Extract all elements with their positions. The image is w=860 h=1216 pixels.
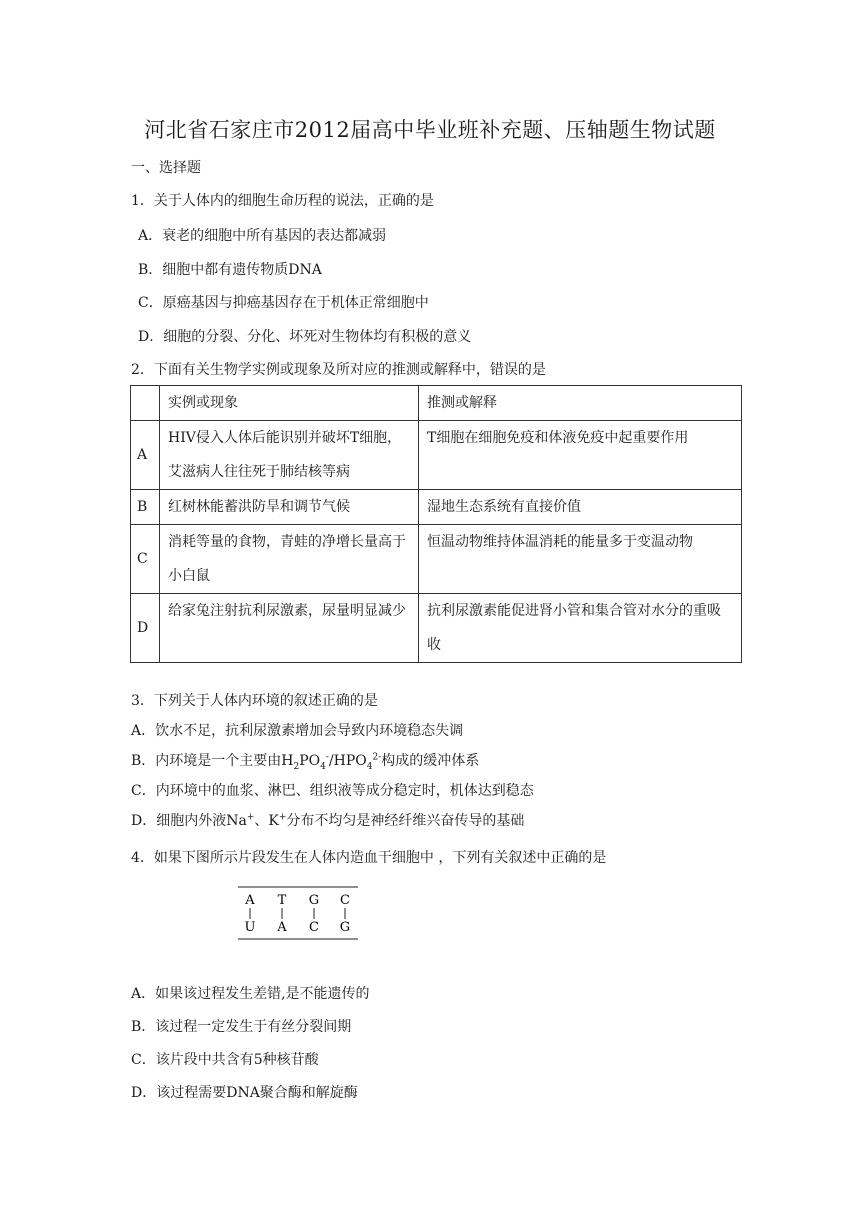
base-top-1: A bbox=[245, 893, 255, 908]
base-top-4: C bbox=[340, 893, 350, 908]
table-row-label: B bbox=[131, 490, 160, 525]
q1-option-d: D．细胞的分裂、分化、坏死对生物体均有积极的意义 bbox=[138, 329, 472, 345]
q2-table bbox=[130, 385, 742, 663]
table-cell-explain: 恒温动物维持体温消耗的能量多于变温动物 bbox=[419, 525, 742, 594]
table-cell-fact: 红树林能蓄洪防旱和调节气候 bbox=[160, 490, 419, 525]
table-cell-explain: 湿地生态系统有直接价值 bbox=[419, 490, 742, 525]
q3-option-d: D．细胞内外液Na+、K+分布不均匀是神经纤维兴奋传导的基础 bbox=[131, 812, 525, 829]
q1-stem: 1．关于人体内的细胞生命历程的说法，正确的是 bbox=[131, 193, 434, 209]
base-bottom-1: U bbox=[244, 920, 256, 935]
q4-option-a: A．如果该过程发生差错,是不能遗传的 bbox=[131, 986, 370, 1002]
base-pair-4 bbox=[340, 893, 350, 935]
table-row bbox=[131, 525, 742, 594]
q1-option-a: A．衰老的细胞中所有基因的表达都减弱 bbox=[138, 228, 387, 244]
base-pair-3 bbox=[309, 893, 319, 935]
base-top-2: T bbox=[277, 893, 287, 908]
base-top-3: G bbox=[308, 893, 320, 908]
q2-stem: 2．下面有关生物学实例或现象及所对应的推测或解释中，错误的是 bbox=[131, 362, 546, 378]
page-title: 河北省石家庄市2012届高中毕业班补充题、压轴题生物试题 bbox=[144, 118, 716, 142]
q3-stem: 3．下列关于人体内环境的叙述正确的是 bbox=[131, 693, 378, 709]
table-row bbox=[131, 421, 742, 490]
base-bottom-3: C bbox=[309, 920, 319, 935]
table-header-cell: 推测或解释 bbox=[419, 386, 742, 421]
base-bottom-4: G bbox=[339, 920, 351, 935]
table-cell-explain: T细胞在细胞免疫和体液免疫中起重要作用 bbox=[419, 421, 742, 490]
table-row-label: C bbox=[131, 525, 160, 594]
table-header-cell bbox=[131, 386, 160, 421]
table-row-label: A bbox=[131, 421, 160, 490]
table-cell-fact: HIV侵入人体后能识别并破坏T细胞，艾滋病人往往死于肺结核等病 bbox=[160, 421, 419, 490]
q1-option-b: B．细胞中都有遗传物质DNA bbox=[138, 262, 322, 278]
section-heading: 一、选择题 bbox=[131, 160, 201, 176]
table-header-cell: 实例或现象 bbox=[160, 386, 419, 421]
q4-option-b: B．该过程一定发生于有丝分裂间期 bbox=[131, 1019, 352, 1035]
base-bottom-2: A bbox=[277, 920, 287, 935]
q1-option-c: C．原癌基因与抑癌基因存在于机体正常细胞中 bbox=[138, 295, 429, 311]
table-cell-fact: 给家兔注射抗利尿激素，尿量明显减少 bbox=[160, 594, 419, 663]
q3-option-b: B．内环境是一个主要由$H_2PO_4^-/HPO_4^{2-}$构成的缓冲体系 bbox=[131, 752, 480, 772]
table-row-label: D bbox=[131, 594, 160, 663]
table-row bbox=[131, 490, 742, 525]
q4-option-d: D．该过程需要DNA聚合酶和解旋酶 bbox=[131, 1085, 358, 1101]
q3-option-c: C．内环境中的血浆、淋巴、组织液等成分稳定时，机体达到稳态 bbox=[131, 783, 534, 799]
base-pair-1 bbox=[244, 893, 255, 935]
q3-option-a: A．饮水不足，抗利尿激素增加会导致内环境稳态失调 bbox=[131, 723, 464, 739]
base-pair-2 bbox=[276, 893, 287, 935]
table-cell-fact: 消耗等量的食物，青蛙的净增长量高于小白鼠 bbox=[160, 525, 419, 594]
table-header-row bbox=[131, 386, 742, 421]
table-row bbox=[131, 594, 742, 663]
q4-option-c: C．该片段中共含有5种核苷酸 bbox=[131, 1052, 319, 1068]
dna-rna-diagram bbox=[236, 883, 360, 943]
q4-stem: 4．如果下图所示片段发生在人体内造血干细胞中 ，下列有关叙述中正确的是 bbox=[131, 850, 607, 866]
table-cell-explain: 抗利尿激素能促进肾小管和集合管对水分的重吸收 bbox=[419, 594, 742, 663]
